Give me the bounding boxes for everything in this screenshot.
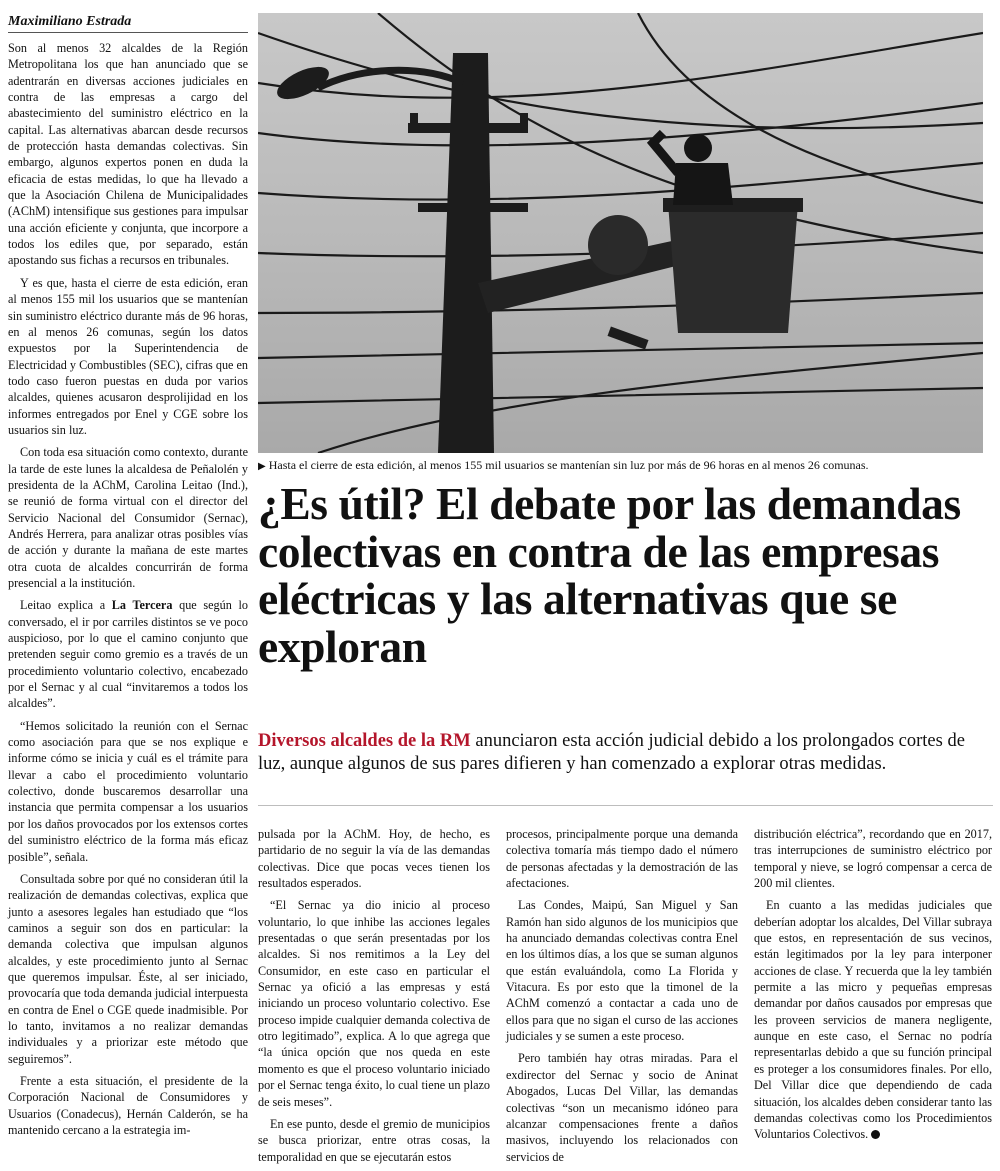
- filled-circle-icon: [871, 1130, 880, 1139]
- paragraph: pulsada por la AChM. Hoy, de hecho, es partidario de no seguir la vía de las demandas colectivas. Dice que pocas veces tienen los resultados esperados.: [258, 827, 490, 891]
- paragraph-text: que según lo conversado, el ir por carriles distintos se ve poco auspicioso, por lo que el camino conjunto que pretenden seguir como gremio es a través de un procedimiento voluntario colectivo, encabezado por el Sernac y al cual “invitaremos a todos los alcaldes”.: [8, 598, 248, 711]
- column-3: [506, 826, 738, 1171]
- paragraph: distribución eléctrica”, recordando que en 2017, tras interrupciones de suministro eléctrico por temporal y nieve, se logró compensar a cerca de 200 mil clientes.: [754, 827, 992, 891]
- article-photo: [258, 13, 983, 453]
- column-4: [754, 826, 992, 1149]
- divider: [258, 805, 993, 806]
- column-2: [258, 826, 490, 1171]
- paragraph: En ese punto, desde el gremio de municipios se busca priorizar, entre otras cosas, la temporalidad en que se ejecutarán estos: [258, 1116, 490, 1164]
- byline: Maximiliano Estrada: [8, 14, 248, 33]
- paragraph: Pero también hay otras miradas. Para el exdirector del Sernac y socio de Aninat Abogados, Lucas Del Villar, las demandas colectivas “son un mecanismo idóneo para alcanzar compensaciones frente a daños masivos, incluyendo los relacionados con servicios de: [506, 1051, 738, 1164]
- lead-text: anunciaron esta acción judicial debido a los prolongados cortes de luz, aunque algunos de sus pares difieren y han comenzado a explorar otras medidas.: [258, 731, 965, 775]
- paragraph: “Hemos solicitado la reunión con el Sernac como asociación para que se nos explique e informe cómo se inicia y cuál es el trámite para llevar a cabo el procedimiento voluntario colectivo, donde buscaremos desarrollar una instancia que permita compensar a los usuarios por los daños provocados por los extensos cortes del suministro eléctrico de la forma más eficaz posible”, señala.: [8, 718, 248, 864]
- lead-paragraph: [258, 730, 993, 776]
- paragraph: [754, 897, 992, 1142]
- headline: ¿Es útil? El debate por las demandas colectivas en contra de las empresas eléctricas y las alternativas que se exploran: [258, 478, 961, 672]
- photo-caption: [258, 458, 993, 473]
- paragraph: [8, 597, 248, 711]
- paragraph: Frente a esta situación, el presidente de la Corporación Nacional de Consumidores y Usuarios (Conadecus), Hernán Calderón, se ha mantenido cercano a la estrategia im-: [8, 1073, 248, 1137]
- photo-illustration: [258, 13, 983, 453]
- caption-text: Hasta el cierre de esta edición, al menos 155 mil usuarios se mantenían sin luz por más de 96 horas en al menos 26 comunas.: [268, 458, 869, 472]
- paragraph: Son al menos 32 alcaldes de la Región Metropolitana los que han anunciado que se adentrarán en diversas acciones judiciales en contra de las empresas a cargo del abastecimiento del suministro eléctrico en la capital. Las alternativas abarcan desde recursos de protección hasta demandas colectivas. Sin embargo, algunos expertos ponen en duda la eficacia de estas medidas, lo que ha llevado a que la Asociación Chilena de Municipalidades (AChM) intensifique sus gestiones para impulsar una acción eficiente y conjunta, que incorpore a todos los ediles que, por separado, están apostando sus fichas a recursos en tribunales.: [8, 41, 248, 268]
- paragraph: Con toda esa situación como contexto, durante la tarde de este lunes la alcaldesa de Peñalolén y presidenta de la AChM, Carolina Leitao (Ind.), se reunió de forma virtual con el director del Servicio Nacional del Consumidor (Sernac), Andrés Herrera, para analizar otras posibles vías de acción y durante la mañana de este martes otra cuota de alcaldes concurrirán de forma presencial a la institución.: [8, 445, 248, 590]
- paragraph: Las Condes, Maipú, San Miguel y San Ramón han sido algunos de los municipios que ha anunciado demandas colectivas contra Enel en los últimos días, a los que se suman algunos que están evaluándola, como La Florida y Vitacura. Es por esto que la timonel de la AChM comenzó a contactar a cada uno de ellos para que no sigan el curso de las acciones judiciales y se sumen a este proceso.: [506, 898, 738, 1044]
- paragraph-text: En cuanto a las medidas judiciales que deberían adoptar los alcaldes, Del Villar subraya que estos, en representación de sus vecinos, están legitimados por la ley para interponer acciones de clase. Y recuerda que la ley también permite a las micro y pequeñas empresas demandar por daños causados por empresas que les proveen servicios de manera negligente, aunque en este caso, el Sernac no podría representarlas debido a que su función principal es proteger a los consumidores finales. Por ello, Del Villar dice que dependiendo de cada situación, los alcaldes deben considerar tanto las demandas colectivas como los Procedimientos Voluntarios Colectivos.: [754, 898, 992, 1142]
- paragraph: procesos, principalmente porque una demanda colectiva tomaría más tiempo dado el número de personas afectadas y la demostración de las afectaciones.: [506, 827, 738, 891]
- column-1: [8, 40, 248, 1144]
- paragraph: Y es que, hasta el cierre de esta edición, eran al menos 155 mil los usuarios que se mantenían sin suministro eléctrico durante más de 96 horas, en al menos 26 comunas, según los datos expuestos por la Superintendencia de Electricidad y Combustibles (SEC), cifras que en todo caso fueron puestas en duda por varios alcaldes, quienes acusaron desprolijidad en los informes entregados por Enel y CGE sobre los usuarios sin luz.: [8, 275, 248, 437]
- newspaper-name: La Tercera: [111, 598, 173, 613]
- lead-highlight: Diversos alcaldes de la RM: [258, 731, 471, 751]
- paragraph-text: Leitao explica a: [20, 598, 112, 613]
- paragraph: “El Sernac ya dio inicio al proceso voluntario, lo que inhibe las acciones legales presentadas o que serán presentadas por los alcaldes. Si nos remitimos a la Ley del Consumidor, en este caso en particular el Sernac ya ofició a las empresas y está iniciando un proceso voluntario colectivo. Ese proceso impide cualquier demanda colectiva de otro legitimado”, explica. A lo que agrega que “la única opción que nos queda en este momento es que el proceso voluntario iniciado por el Sernac tenga éxito, lo cual tiene un plazo de seis meses”.: [258, 898, 490, 1109]
- paragraph: Consultada sobre por qué no consideran útil la realización de demandas colectivas, explica que junto a asesores legales han estudiado que “los caminos a seguir son dos en particular: la demanda colectiva que impulsan algunos alcaldes, y este procedimiento junto al Sernac que queremos impulsar. Éste, al ser iniciado, provocaría que toda demanda judicial interpuesta en contra de Enel o CGE quede inadmisible. Por lo tanto, invitamos a no realizar demandas individuales y a priorizar este método que seguiremos”.: [8, 871, 248, 1066]
- triangle-right-icon: ▶: [258, 461, 266, 472]
